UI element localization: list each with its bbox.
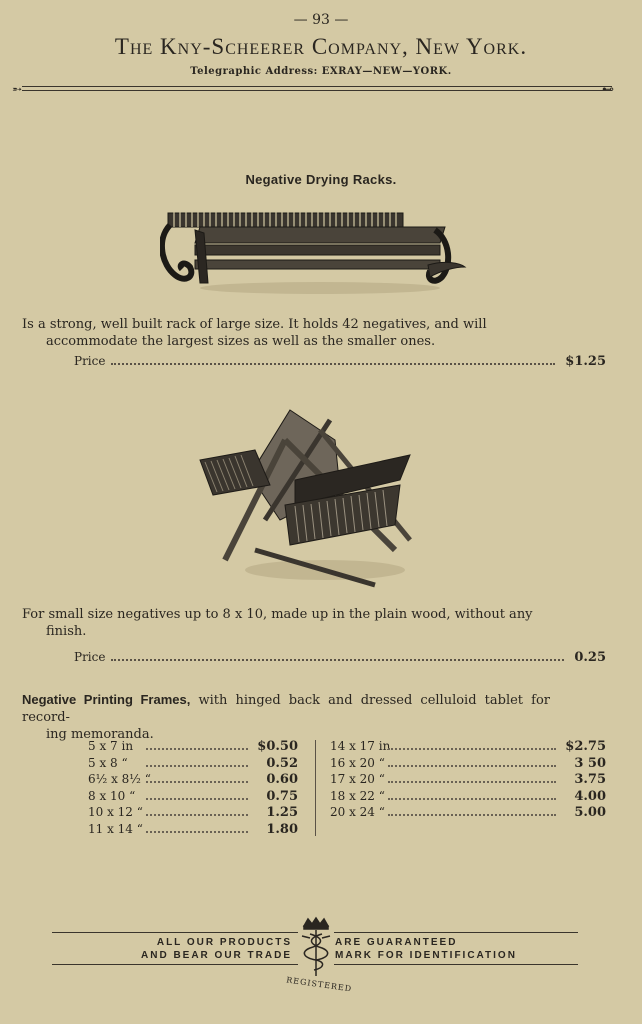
footer-line2-left: AND BEAR OUR TRADE — [141, 950, 292, 961]
leader-dots — [146, 748, 248, 750]
footer-line2-right: MARK FOR IDENTIFICATION — [335, 950, 517, 961]
frame-price: 0.75 — [266, 788, 298, 804]
leader-dots — [388, 798, 556, 800]
table-row — [88, 789, 298, 806]
printing-frames-description-line2: ing memoranda. — [46, 727, 154, 742]
price-label: Price — [74, 650, 106, 664]
frame-size: 14 x 17 in — [330, 739, 391, 753]
footer-rule — [52, 964, 298, 965]
frame-price: 3.75 — [574, 772, 606, 787]
table-row — [330, 756, 606, 773]
rack-large-price-row — [74, 354, 606, 369]
frame-size: 18 x 22 “ — [330, 788, 385, 803]
table-row — [330, 789, 606, 806]
printing-frames-description-rest: with hinged back and dressed celluloid tablet for record- — [22, 693, 550, 725]
frame-price: 0.52 — [266, 755, 298, 771]
frame-price: 3 50 — [574, 755, 606, 771]
small-drying-rack-illustration — [195, 400, 425, 590]
frames-price-table-left — [88, 739, 298, 838]
footer-rule — [334, 964, 578, 965]
header-rule-bottom — [22, 90, 612, 91]
rule-arrow-left-icon: ➵ — [12, 82, 23, 96]
price-value: 0.25 — [574, 650, 606, 665]
table-row — [330, 739, 606, 756]
frame-size: 5 x 7 in — [88, 739, 134, 753]
page-number: — 93 — — [293, 12, 349, 28]
leader-dots — [146, 831, 248, 833]
frame-size: 11 x 14 “ — [88, 821, 143, 836]
frame-size: 10 x 12 “ — [88, 805, 143, 819]
printing-frames-title: Negative Printing Frames, — [22, 692, 191, 707]
printing-frames-description — [22, 691, 550, 743]
leader-dots — [146, 798, 248, 800]
frame-price: 5.00 — [574, 805, 606, 820]
leader-dots — [111, 659, 564, 661]
rack-large-description-line1: Is a strong, well built rack of large size. It holds 42 negatives, and will — [22, 317, 487, 332]
rack-small-description — [22, 606, 550, 640]
frame-size: 20 x 24 “ — [330, 805, 385, 819]
table-row — [88, 756, 298, 773]
footer-line1-left: ALL OUR PRODUCTS — [156, 937, 292, 948]
frame-size: 8 x 10 “ — [88, 788, 136, 803]
table-row — [330, 805, 606, 822]
rack-large-description — [22, 316, 550, 350]
telegraphic-address: Telegraphic Address: EXRAY—NEW—YORK. — [190, 66, 452, 77]
company-name: The Kny-Scheerer Company, New York. — [114, 34, 528, 59]
frame-price: 1.25 — [266, 805, 298, 820]
footer-rule — [334, 932, 578, 933]
leader-dots — [388, 781, 556, 783]
price-value: $1.25 — [565, 354, 606, 369]
rack-small-description-line1: For small size negatives up to 8 x 10, made up in the plain wood, without any — [22, 607, 533, 622]
table-column-divider — [315, 740, 316, 836]
frame-price: 0.60 — [266, 772, 298, 787]
table-row — [330, 772, 606, 789]
table-row — [88, 739, 298, 756]
rule-arrow-right-icon: ⊷ — [602, 82, 614, 96]
rack-small-price-row — [74, 650, 606, 665]
table-row — [88, 822, 298, 839]
leader-dots — [388, 814, 556, 816]
header-rule-top — [22, 86, 612, 87]
frame-price: $0.50 — [257, 739, 298, 754]
caduceus-crown-trademark-icon — [298, 916, 334, 980]
leader-dots — [111, 363, 555, 365]
leader-dots — [146, 781, 248, 783]
leader-dots — [388, 748, 556, 750]
rack-large-description-line2: accommodate the largest sizes as well as the smaller ones. — [46, 334, 436, 349]
frames-price-table-right — [330, 739, 606, 822]
frame-price: 4.00 — [574, 788, 606, 804]
section-title: Negative Drying Racks. — [245, 172, 397, 187]
footer-line1-right: ARE GUARANTEED — [335, 937, 458, 948]
frame-size: 17 x 20 “ — [330, 772, 385, 786]
frame-price: $2.75 — [565, 739, 606, 754]
leader-dots — [388, 765, 556, 767]
large-drying-rack-illustration — [160, 205, 470, 300]
leader-dots — [146, 765, 248, 767]
frame-size: 16 x 20 “ — [330, 755, 385, 770]
registered-mark: REGISTERED — [285, 975, 353, 994]
table-row — [88, 805, 298, 822]
frame-price: 1.80 — [266, 821, 298, 837]
table-row — [88, 772, 298, 789]
price-label: Price — [74, 354, 106, 368]
footer-rule — [52, 932, 298, 933]
frame-size: 5 x 8 “ — [88, 755, 128, 770]
frame-size: 6½ x 8½ “ — [88, 772, 151, 786]
rack-small-description-line2: finish. — [46, 624, 87, 639]
leader-dots — [146, 814, 248, 816]
